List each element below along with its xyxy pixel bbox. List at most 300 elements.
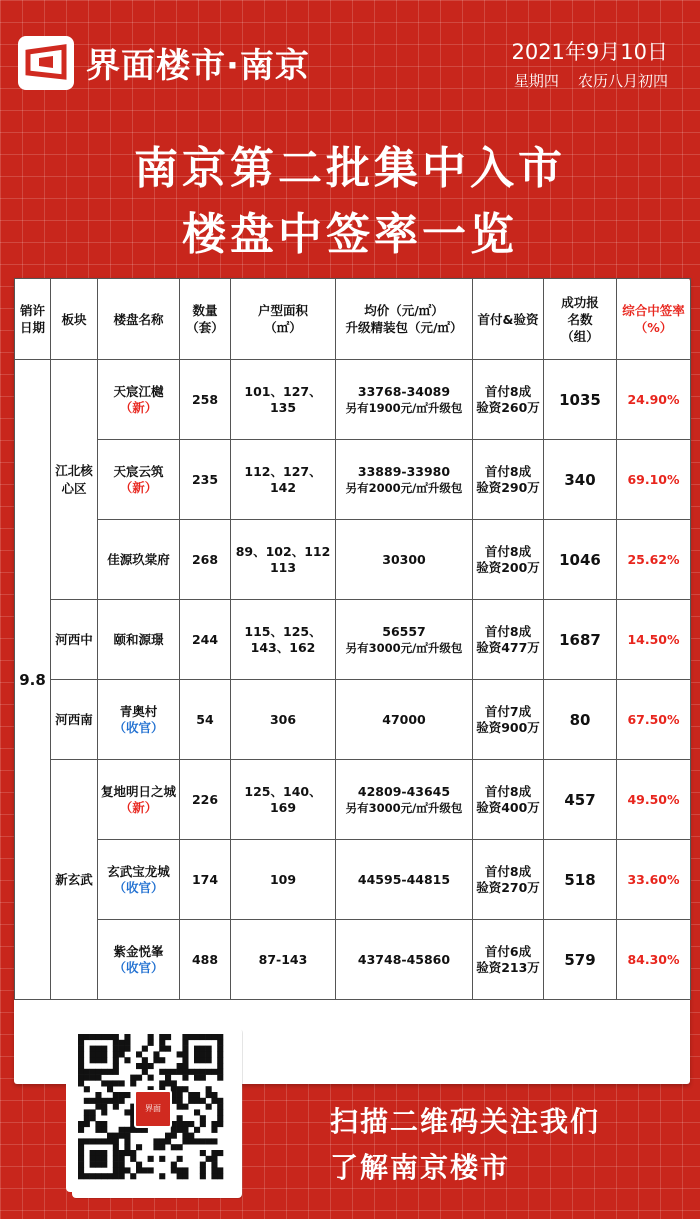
payment-cell: 首付8成 验资400万	[473, 760, 544, 840]
qr-module	[182, 1086, 188, 1092]
qr-module	[113, 1167, 119, 1173]
name-cell: 玄武宝龙城 （收官）	[98, 840, 180, 920]
qr-module	[182, 1075, 188, 1081]
table-row	[15, 840, 691, 920]
qr-module	[124, 1092, 130, 1098]
qr-module	[78, 1150, 84, 1156]
qr-module	[90, 1057, 96, 1063]
qr-module	[130, 1173, 136, 1179]
applicants-cell: 1687	[544, 600, 617, 680]
qr-module	[119, 1046, 125, 1052]
qr-module	[136, 1162, 142, 1168]
size-cell: 112、127、 142	[231, 440, 336, 520]
qr-module	[159, 1069, 165, 1075]
qr-module	[217, 1075, 223, 1081]
count-cell: 226	[180, 760, 231, 840]
qr-module	[107, 1034, 113, 1040]
rate-cell: 33.60%	[617, 840, 691, 920]
size-cell: 89、102、112 113	[231, 520, 336, 600]
qr-module	[177, 1144, 183, 1150]
qr-module	[78, 1069, 84, 1075]
table-row	[15, 440, 691, 520]
price-cell: 42809-43645 另有3000元/㎡升级包	[336, 760, 473, 840]
qr-module	[84, 1069, 90, 1075]
qr-module	[206, 1104, 212, 1110]
qr-module	[211, 1098, 217, 1104]
qr-module	[165, 1046, 171, 1052]
qr-module	[188, 1034, 194, 1040]
qr-module	[206, 1051, 212, 1057]
qr-module	[182, 1063, 188, 1069]
qr-module	[95, 1162, 101, 1168]
qr-module	[78, 1121, 84, 1127]
qr-module	[159, 1173, 165, 1179]
qr-module	[177, 1104, 183, 1110]
qr-module	[211, 1092, 217, 1098]
qr-module	[153, 1057, 159, 1063]
qr-module	[182, 1121, 188, 1127]
qr-module	[107, 1138, 113, 1144]
qr-module	[171, 1069, 177, 1075]
payment-cell: 首付8成 验资477万	[473, 600, 544, 680]
qr-module	[101, 1121, 107, 1127]
qr-module	[84, 1075, 90, 1081]
qr-module	[148, 1063, 154, 1069]
qr-module	[113, 1063, 119, 1069]
qr-module	[78, 1080, 84, 1086]
qr-module	[194, 1109, 200, 1115]
table-row	[15, 600, 691, 680]
qr-module	[113, 1040, 119, 1046]
qr-module	[130, 1150, 136, 1156]
qr-module	[206, 1046, 212, 1052]
qr-module	[177, 1115, 183, 1121]
qr-module	[124, 1109, 130, 1115]
qr-module	[95, 1051, 101, 1057]
qr-module	[124, 1040, 130, 1046]
qr-module	[148, 1156, 154, 1162]
name-cell: 佳源玖棠府	[98, 520, 180, 600]
qr-module	[177, 1127, 183, 1133]
qr-module	[148, 1075, 154, 1081]
qr-module	[124, 1057, 130, 1063]
rate-cell: 24.90%	[617, 360, 691, 440]
size-cell: 125、140、 169	[231, 760, 336, 840]
qr-module	[90, 1162, 96, 1168]
header-payment: 首付&验资	[473, 279, 544, 360]
qr-module	[200, 1150, 206, 1156]
qr-module	[119, 1133, 125, 1139]
price-cell: 30300	[336, 520, 473, 600]
page-title-line1: 南京第二批集中入市	[134, 143, 566, 194]
qr-module	[124, 1034, 130, 1040]
rate-cell: 14.50%	[617, 600, 691, 680]
rate-cell: 84.30%	[617, 920, 691, 1000]
qr-module	[217, 1063, 223, 1069]
qr-module	[182, 1051, 188, 1057]
qr-module	[165, 1133, 171, 1139]
qr-module	[200, 1167, 206, 1173]
qr-module	[136, 1063, 142, 1069]
name-cell: 颐和源璟	[98, 600, 180, 680]
qr-module	[101, 1051, 107, 1057]
name-cell: 青奥村 （收官）	[98, 680, 180, 760]
applicants-cell: 1046	[544, 520, 617, 600]
qr-module	[113, 1138, 119, 1144]
qr-module	[182, 1034, 188, 1040]
table-row	[15, 360, 691, 440]
size-cell: 87-143	[231, 920, 336, 1000]
qr-module	[211, 1150, 217, 1156]
qr-module	[90, 1173, 96, 1179]
qr-module	[101, 1098, 107, 1104]
page-title-line2: 楼盘中签率一览	[182, 209, 518, 260]
table-header-row	[15, 279, 691, 360]
qr-module	[159, 1034, 165, 1040]
qr-module	[119, 1167, 125, 1173]
qr-module	[90, 1109, 96, 1115]
area-cell: 新玄武	[51, 760, 98, 1000]
qr-module	[78, 1075, 84, 1081]
qr-module	[165, 1075, 171, 1081]
payment-cell: 首付7成 验资900万	[473, 680, 544, 760]
qr-module	[95, 1098, 101, 1104]
qr-module	[194, 1127, 200, 1133]
qr-module	[217, 1104, 223, 1110]
qr-module	[84, 1121, 90, 1127]
qr-module	[78, 1051, 84, 1057]
qr-module	[182, 1173, 188, 1179]
qr-module	[124, 1127, 130, 1133]
brand-name: 界面楼市·南京	[86, 46, 310, 86]
qr-module	[113, 1057, 119, 1063]
qr-module	[159, 1080, 165, 1086]
qr-module	[211, 1069, 217, 1075]
qr-module	[119, 1080, 125, 1086]
count-cell: 54	[180, 680, 231, 760]
price-cell: 43748-45860	[336, 920, 473, 1000]
applicants-cell: 80	[544, 680, 617, 760]
qr-module	[136, 1075, 142, 1081]
qr-module	[101, 1069, 107, 1075]
qr-module	[90, 1138, 96, 1144]
qr-module	[90, 1156, 96, 1162]
size-cell: 306	[231, 680, 336, 760]
qr-module	[130, 1080, 136, 1086]
qr-module	[206, 1156, 212, 1162]
qr-module	[217, 1069, 223, 1075]
qr-module	[200, 1138, 206, 1144]
qr-module	[206, 1138, 212, 1144]
qr-module	[171, 1080, 177, 1086]
qr-module	[177, 1092, 183, 1098]
lottery-table-card	[14, 278, 690, 1084]
qr-module	[211, 1162, 217, 1168]
qr-module	[194, 1075, 200, 1081]
qr-module	[171, 1167, 177, 1173]
qr-module	[177, 1173, 183, 1179]
qr-module	[200, 1173, 206, 1179]
qr-module	[188, 1121, 194, 1127]
qr-module	[182, 1133, 188, 1139]
qr-module	[177, 1167, 183, 1173]
qr-module	[113, 1080, 119, 1086]
qr-module	[95, 1173, 101, 1179]
qr-module	[107, 1069, 113, 1075]
qr-module	[142, 1167, 148, 1173]
qr-module	[95, 1138, 101, 1144]
qr-module	[84, 1173, 90, 1179]
qr-module	[95, 1075, 101, 1081]
qr-module	[95, 1057, 101, 1063]
rate-cell: 69.10%	[617, 440, 691, 520]
qr-module	[78, 1046, 84, 1052]
qr-module	[124, 1167, 130, 1173]
rate-cell: 49.50%	[617, 760, 691, 840]
qr-module	[130, 1075, 136, 1081]
weekday-lunar-text: 星期四 农历八月初四	[513, 72, 668, 90]
qr-module	[113, 1104, 119, 1110]
qr-module	[78, 1057, 84, 1063]
qr-module	[78, 1040, 84, 1046]
qr-module	[188, 1092, 194, 1098]
qr-module	[113, 1173, 119, 1179]
payment-cell: 首付6成 验资213万	[473, 920, 544, 1000]
qr-module	[159, 1046, 165, 1052]
qr-module	[90, 1034, 96, 1040]
qr-module	[113, 1162, 119, 1168]
qr-module	[101, 1127, 107, 1133]
qr-module	[124, 1046, 130, 1052]
qr-module	[113, 1098, 119, 1104]
footer-scan-text: 扫描二维码关注我们	[330, 1105, 601, 1138]
qr-module	[101, 1109, 107, 1115]
qr-module	[95, 1092, 101, 1098]
qr-module	[101, 1046, 107, 1052]
header-price: 均价（元/㎡） 升级精装包（元/㎡）	[336, 279, 473, 360]
qr-module	[182, 1046, 188, 1052]
rate-cell: 25.62%	[617, 520, 691, 600]
applicants-cell: 579	[544, 920, 617, 1000]
size-cell: 115、125、 143、162	[231, 600, 336, 680]
qr-module	[177, 1156, 183, 1162]
qr-module	[95, 1034, 101, 1040]
qr-module	[90, 1051, 96, 1057]
header-count: 数量 （套）	[180, 279, 231, 360]
qr-module	[211, 1034, 217, 1040]
qr-module	[194, 1069, 200, 1075]
qr-module	[124, 1150, 130, 1156]
qr-module	[153, 1144, 159, 1150]
qr-module	[148, 1167, 154, 1173]
qr-module	[200, 1051, 206, 1057]
applicants-cell: 518	[544, 840, 617, 920]
header-size: 户型面积 （㎡）	[231, 279, 336, 360]
table-row	[15, 920, 691, 1000]
qr-module	[165, 1138, 171, 1144]
price-cell: 33889-33980 另有2000元/㎡升级包	[336, 440, 473, 520]
qr-module	[119, 1162, 125, 1168]
qr-module	[113, 1069, 119, 1075]
qr-module	[107, 1086, 113, 1092]
qr-module	[90, 1046, 96, 1052]
qr-module	[159, 1156, 165, 1162]
area-cell: 河西中	[51, 600, 98, 680]
qr-module	[200, 1069, 206, 1075]
qr-module	[200, 1121, 206, 1127]
qr-module	[119, 1051, 125, 1057]
qr-module	[101, 1080, 107, 1086]
qr-module	[113, 1051, 119, 1057]
date-block	[511, 36, 668, 91]
qr-module	[78, 1156, 84, 1162]
sale-date-cell: 9.8	[15, 360, 51, 1000]
qr-module	[78, 1138, 84, 1144]
qr-module	[107, 1173, 113, 1179]
qr-module	[101, 1034, 107, 1040]
qr-module	[194, 1034, 200, 1040]
qr-code[interactable]	[66, 1022, 236, 1192]
qr-module	[177, 1086, 183, 1092]
rate-cell: 67.50%	[617, 680, 691, 760]
qr-module	[171, 1144, 177, 1150]
qr-module	[95, 1104, 101, 1110]
qr-module	[107, 1080, 113, 1086]
qr-module	[200, 1115, 206, 1121]
qr-module	[211, 1121, 217, 1127]
qr-module	[217, 1121, 223, 1127]
qr-module	[159, 1040, 165, 1046]
qr-module	[206, 1034, 212, 1040]
qr-module	[136, 1144, 142, 1150]
qr-module	[124, 1144, 130, 1150]
qr-module	[95, 1156, 101, 1162]
qr-module	[142, 1057, 148, 1063]
qr-module	[171, 1162, 177, 1168]
qr-module	[153, 1138, 159, 1144]
qr-module	[113, 1144, 119, 1150]
qr-module	[142, 1069, 148, 1075]
qr-module	[113, 1092, 119, 1098]
qr-module	[101, 1173, 107, 1179]
qr-module	[194, 1046, 200, 1052]
qr-module	[165, 1080, 171, 1086]
qr-module	[78, 1173, 84, 1179]
qr-module	[159, 1057, 165, 1063]
payment-cell: 首付8成 验资270万	[473, 840, 544, 920]
header-area: 板块	[51, 279, 98, 360]
qr-module	[119, 1156, 125, 1162]
qr-module	[90, 1150, 96, 1156]
qr-module	[206, 1086, 212, 1092]
qr-module	[119, 1173, 125, 1179]
price-cell: 56557 另有3000元/㎡升级包	[336, 600, 473, 680]
qr-module	[78, 1127, 84, 1133]
header-name: 楼盘名称	[98, 279, 180, 360]
qr-module	[177, 1051, 183, 1057]
qr-module	[200, 1098, 206, 1104]
table-row	[15, 520, 691, 600]
qr-module	[113, 1046, 119, 1052]
qr-module	[84, 1086, 90, 1092]
applicants-cell: 340	[544, 440, 617, 520]
qr-module	[206, 1069, 212, 1075]
qr-module	[171, 1127, 177, 1133]
qr-module	[119, 1098, 125, 1104]
qr-module	[90, 1098, 96, 1104]
count-cell: 258	[180, 360, 231, 440]
qr-module	[217, 1115, 223, 1121]
table-row	[15, 760, 691, 840]
qr-module	[200, 1162, 206, 1168]
qr-module	[217, 1034, 223, 1040]
qr-module	[124, 1133, 130, 1139]
qr-module	[78, 1144, 84, 1150]
qr-module	[148, 1040, 154, 1046]
qr-module	[177, 1098, 183, 1104]
qr-module	[113, 1034, 119, 1040]
qr-module	[217, 1098, 223, 1104]
qr-module	[177, 1063, 183, 1069]
payment-cell: 首付8成 验资200万	[473, 520, 544, 600]
qr-module	[159, 1138, 165, 1144]
qr-module	[101, 1150, 107, 1156]
qr-module	[217, 1051, 223, 1057]
qr-module	[182, 1104, 188, 1110]
qr-module	[217, 1150, 223, 1156]
qr-module	[95, 1069, 101, 1075]
qr-module	[165, 1069, 171, 1075]
qr-module	[211, 1156, 217, 1162]
size-cell: 101、127、 135	[231, 360, 336, 440]
qr-module	[84, 1138, 90, 1144]
qr-module	[182, 1138, 188, 1144]
name-cell: 复地明日之城 （新）	[98, 760, 180, 840]
qr-module	[95, 1121, 101, 1127]
qr-module	[182, 1057, 188, 1063]
footer-learn-text: 了解南京楼市	[330, 1151, 511, 1184]
qr-module	[153, 1051, 159, 1057]
name-cell: 天宸江樾 （新）	[98, 360, 180, 440]
header-date: 销许 日期	[15, 279, 51, 360]
header-rate: 综合中签率 （%）	[617, 279, 691, 360]
qr-module	[119, 1040, 125, 1046]
qr-module	[95, 1127, 101, 1133]
qr-module	[101, 1162, 107, 1168]
qr-module	[188, 1069, 194, 1075]
qr-module	[217, 1167, 223, 1173]
qr-module	[84, 1098, 90, 1104]
qr-module	[90, 1075, 96, 1081]
price-cell: 44595-44815	[336, 840, 473, 920]
qr-module	[78, 1162, 84, 1168]
qr-center-logo: 界面	[134, 1090, 172, 1128]
qr-module	[124, 1138, 130, 1144]
qr-module	[217, 1173, 223, 1179]
qr-module	[171, 1133, 177, 1139]
size-cell: 109	[231, 840, 336, 920]
qr-module	[200, 1046, 206, 1052]
brand-logo	[18, 36, 74, 90]
qr-module	[107, 1133, 113, 1139]
qr-module	[101, 1156, 107, 1162]
qr-module	[188, 1133, 194, 1139]
price-cell: 33768-34089 另有1900元/㎡升级包	[336, 360, 473, 440]
qr-module	[165, 1034, 171, 1040]
qr-module	[177, 1069, 183, 1075]
qr-module	[217, 1109, 223, 1115]
qr-module	[159, 1144, 165, 1150]
